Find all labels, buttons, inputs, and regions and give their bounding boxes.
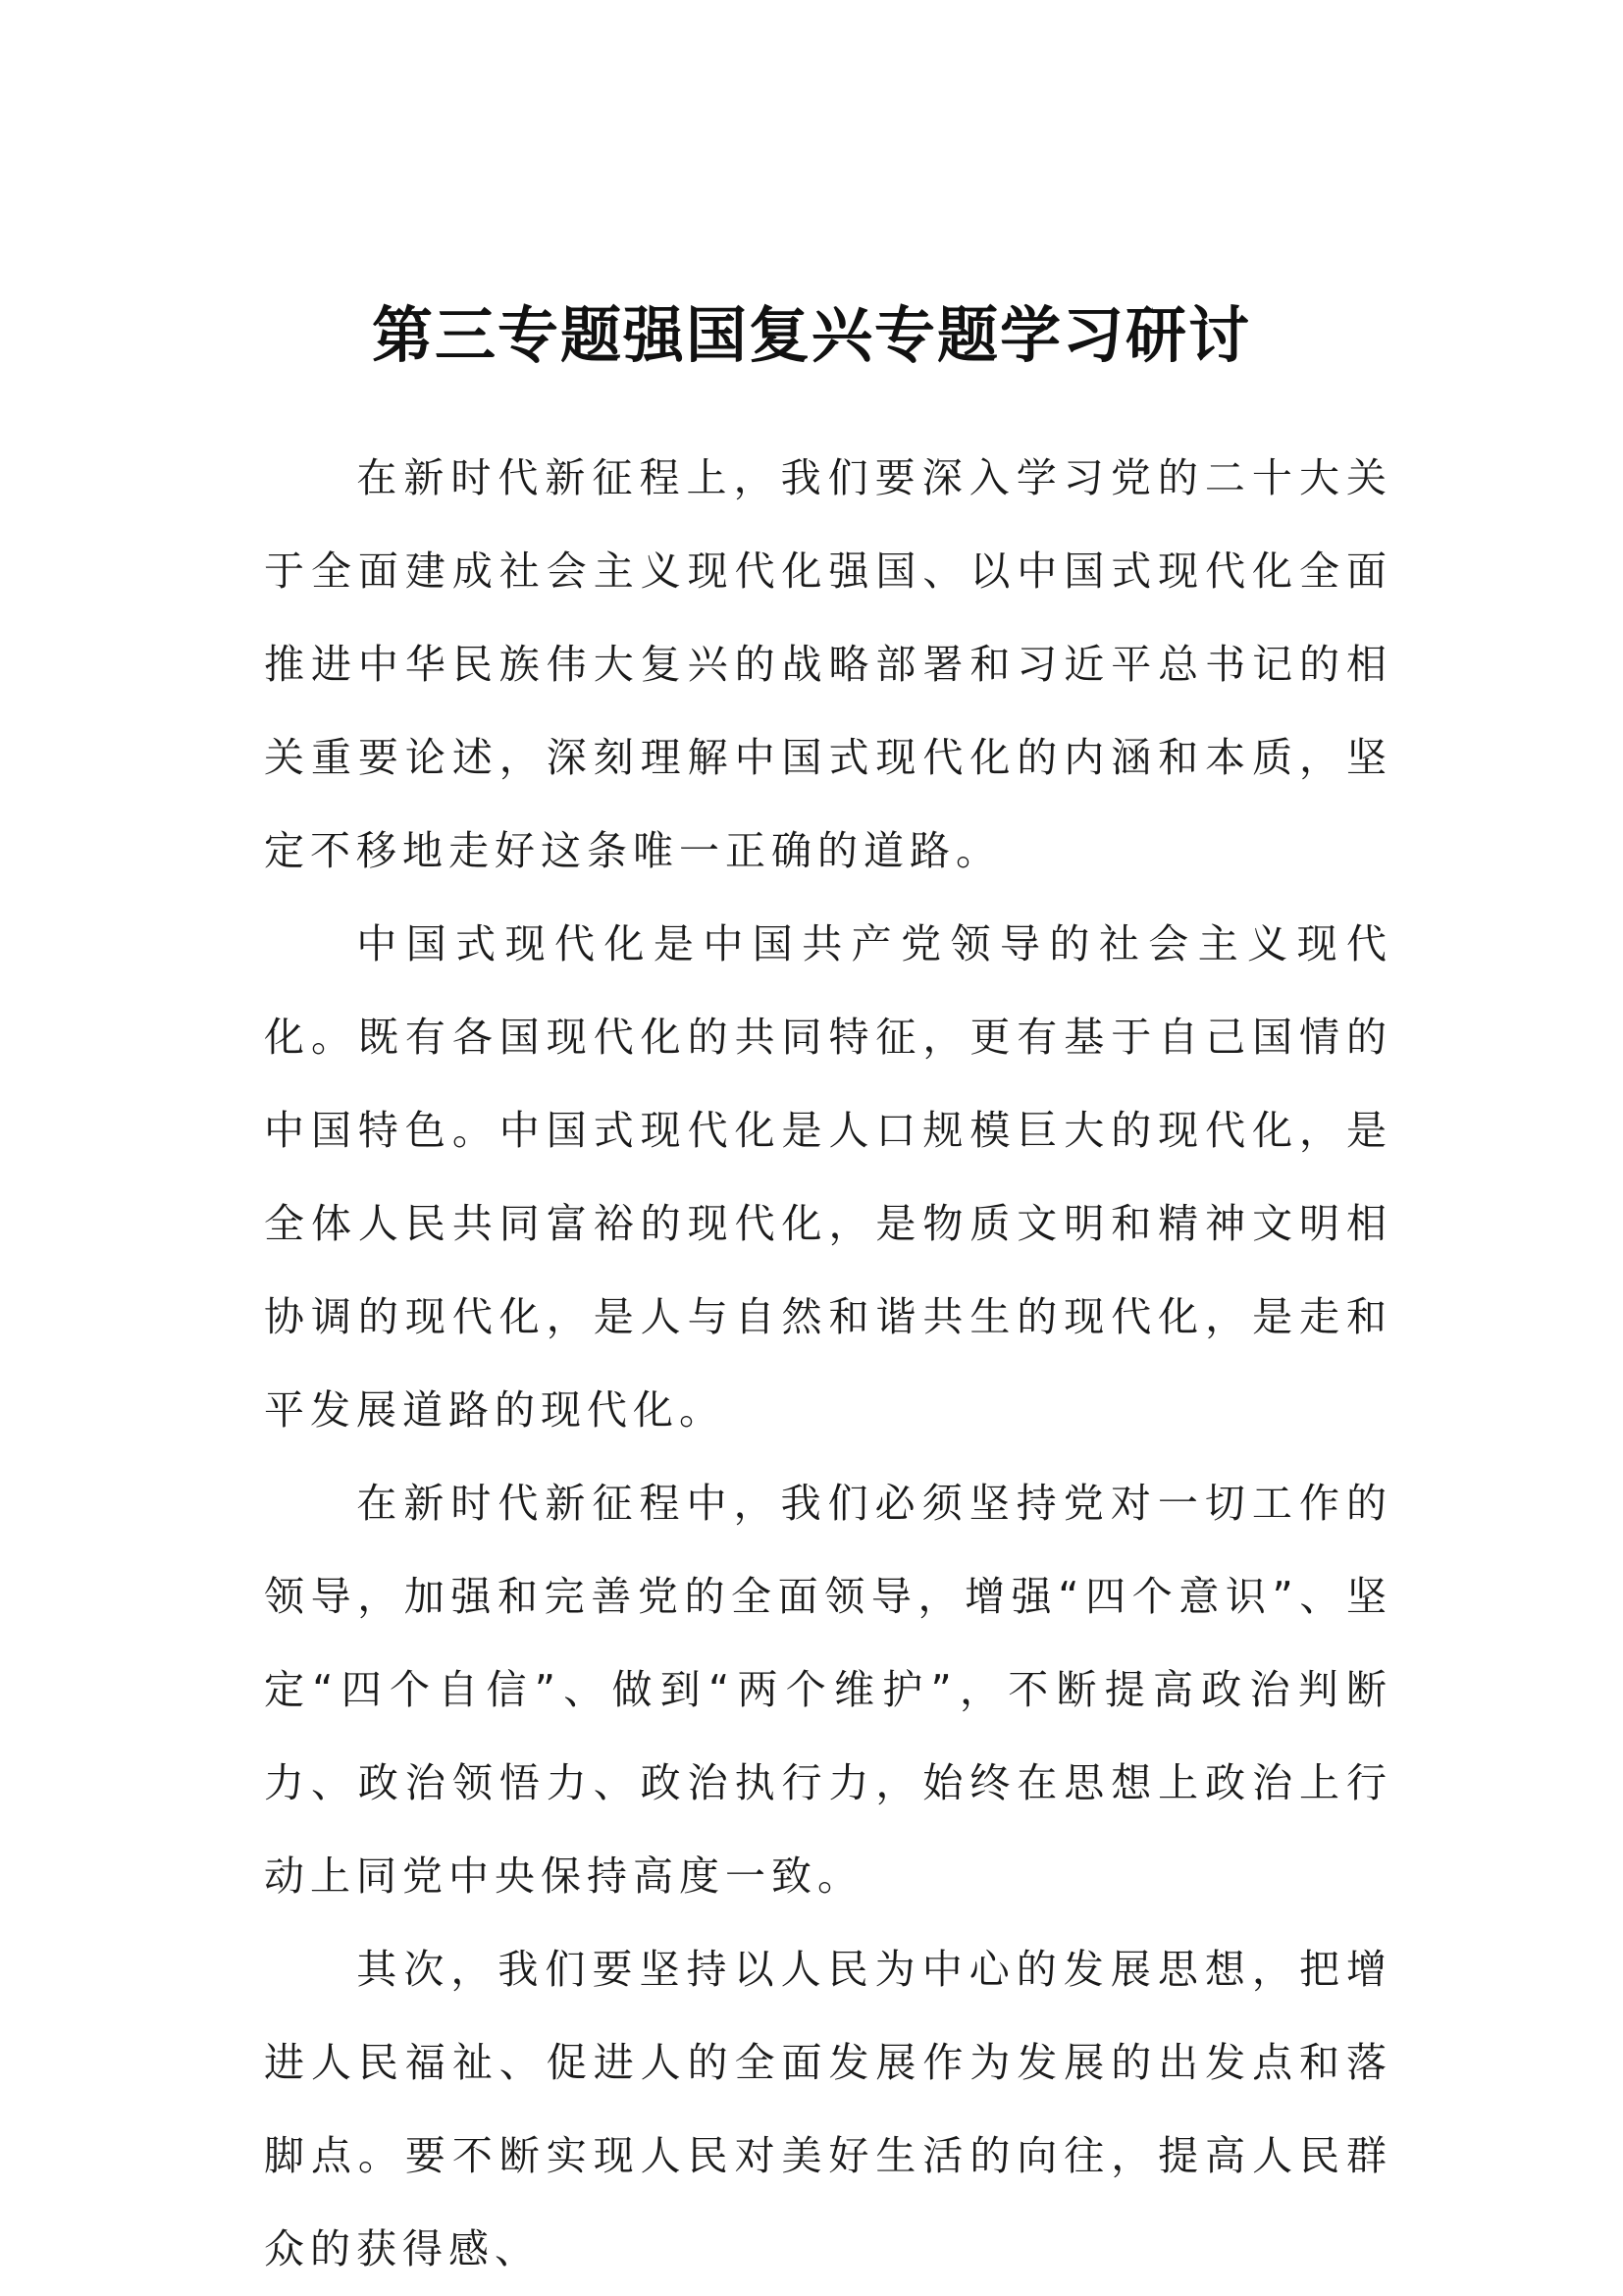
document-body (264, 432, 1392, 2296)
paragraph-2: 中国式现代化是中国共产党领导的社会主义现代化。既有各国现代化的共同特征，更有基于自己国情的中国特色。中国式现代化是人口规模巨大的现代化，是全体人民共同富裕的现代化，是物质文明和精神文明相协调的现代化，是人与自然和谐共生的现代化，是走和平发展道路的现代化。 (264, 920, 1392, 1434)
document-title: 第三专题强国复兴专题学习研讨 (371, 299, 1251, 371)
paragraph-1: 在新时代新征程上，我们要深入学习党的二十大关于全面建成社会主义现代化强国、以中国式现代化全面推进中华民族伟大复兴的战略部署和习近平总书记的相关重要论述，深刻理解中国式现代化的内涵和本质，坚定不移地走好这条唯一正确的道路。 (264, 454, 1392, 874)
paragraph-4: 其次，我们要坚持以人民为中心的发展思想，把增进人民福祉、促进人的全面发展作为发展的出发点和落脚点。要不断实现人民对美好生活的向往，提高人民群众的获得感、 (264, 1946, 1392, 2272)
paragraph-3: 在新时代新征程中，我们必须坚持党对一切工作的领导，加强和完善党的全面领导，增强“四个意识”、坚定“四个自信”、做到“两个维护”，不断提高政治判断力、政治领悟力、政治执行力，始终在思想上政治上行动上同党中央保持高度一致。 (264, 1480, 1392, 1900)
